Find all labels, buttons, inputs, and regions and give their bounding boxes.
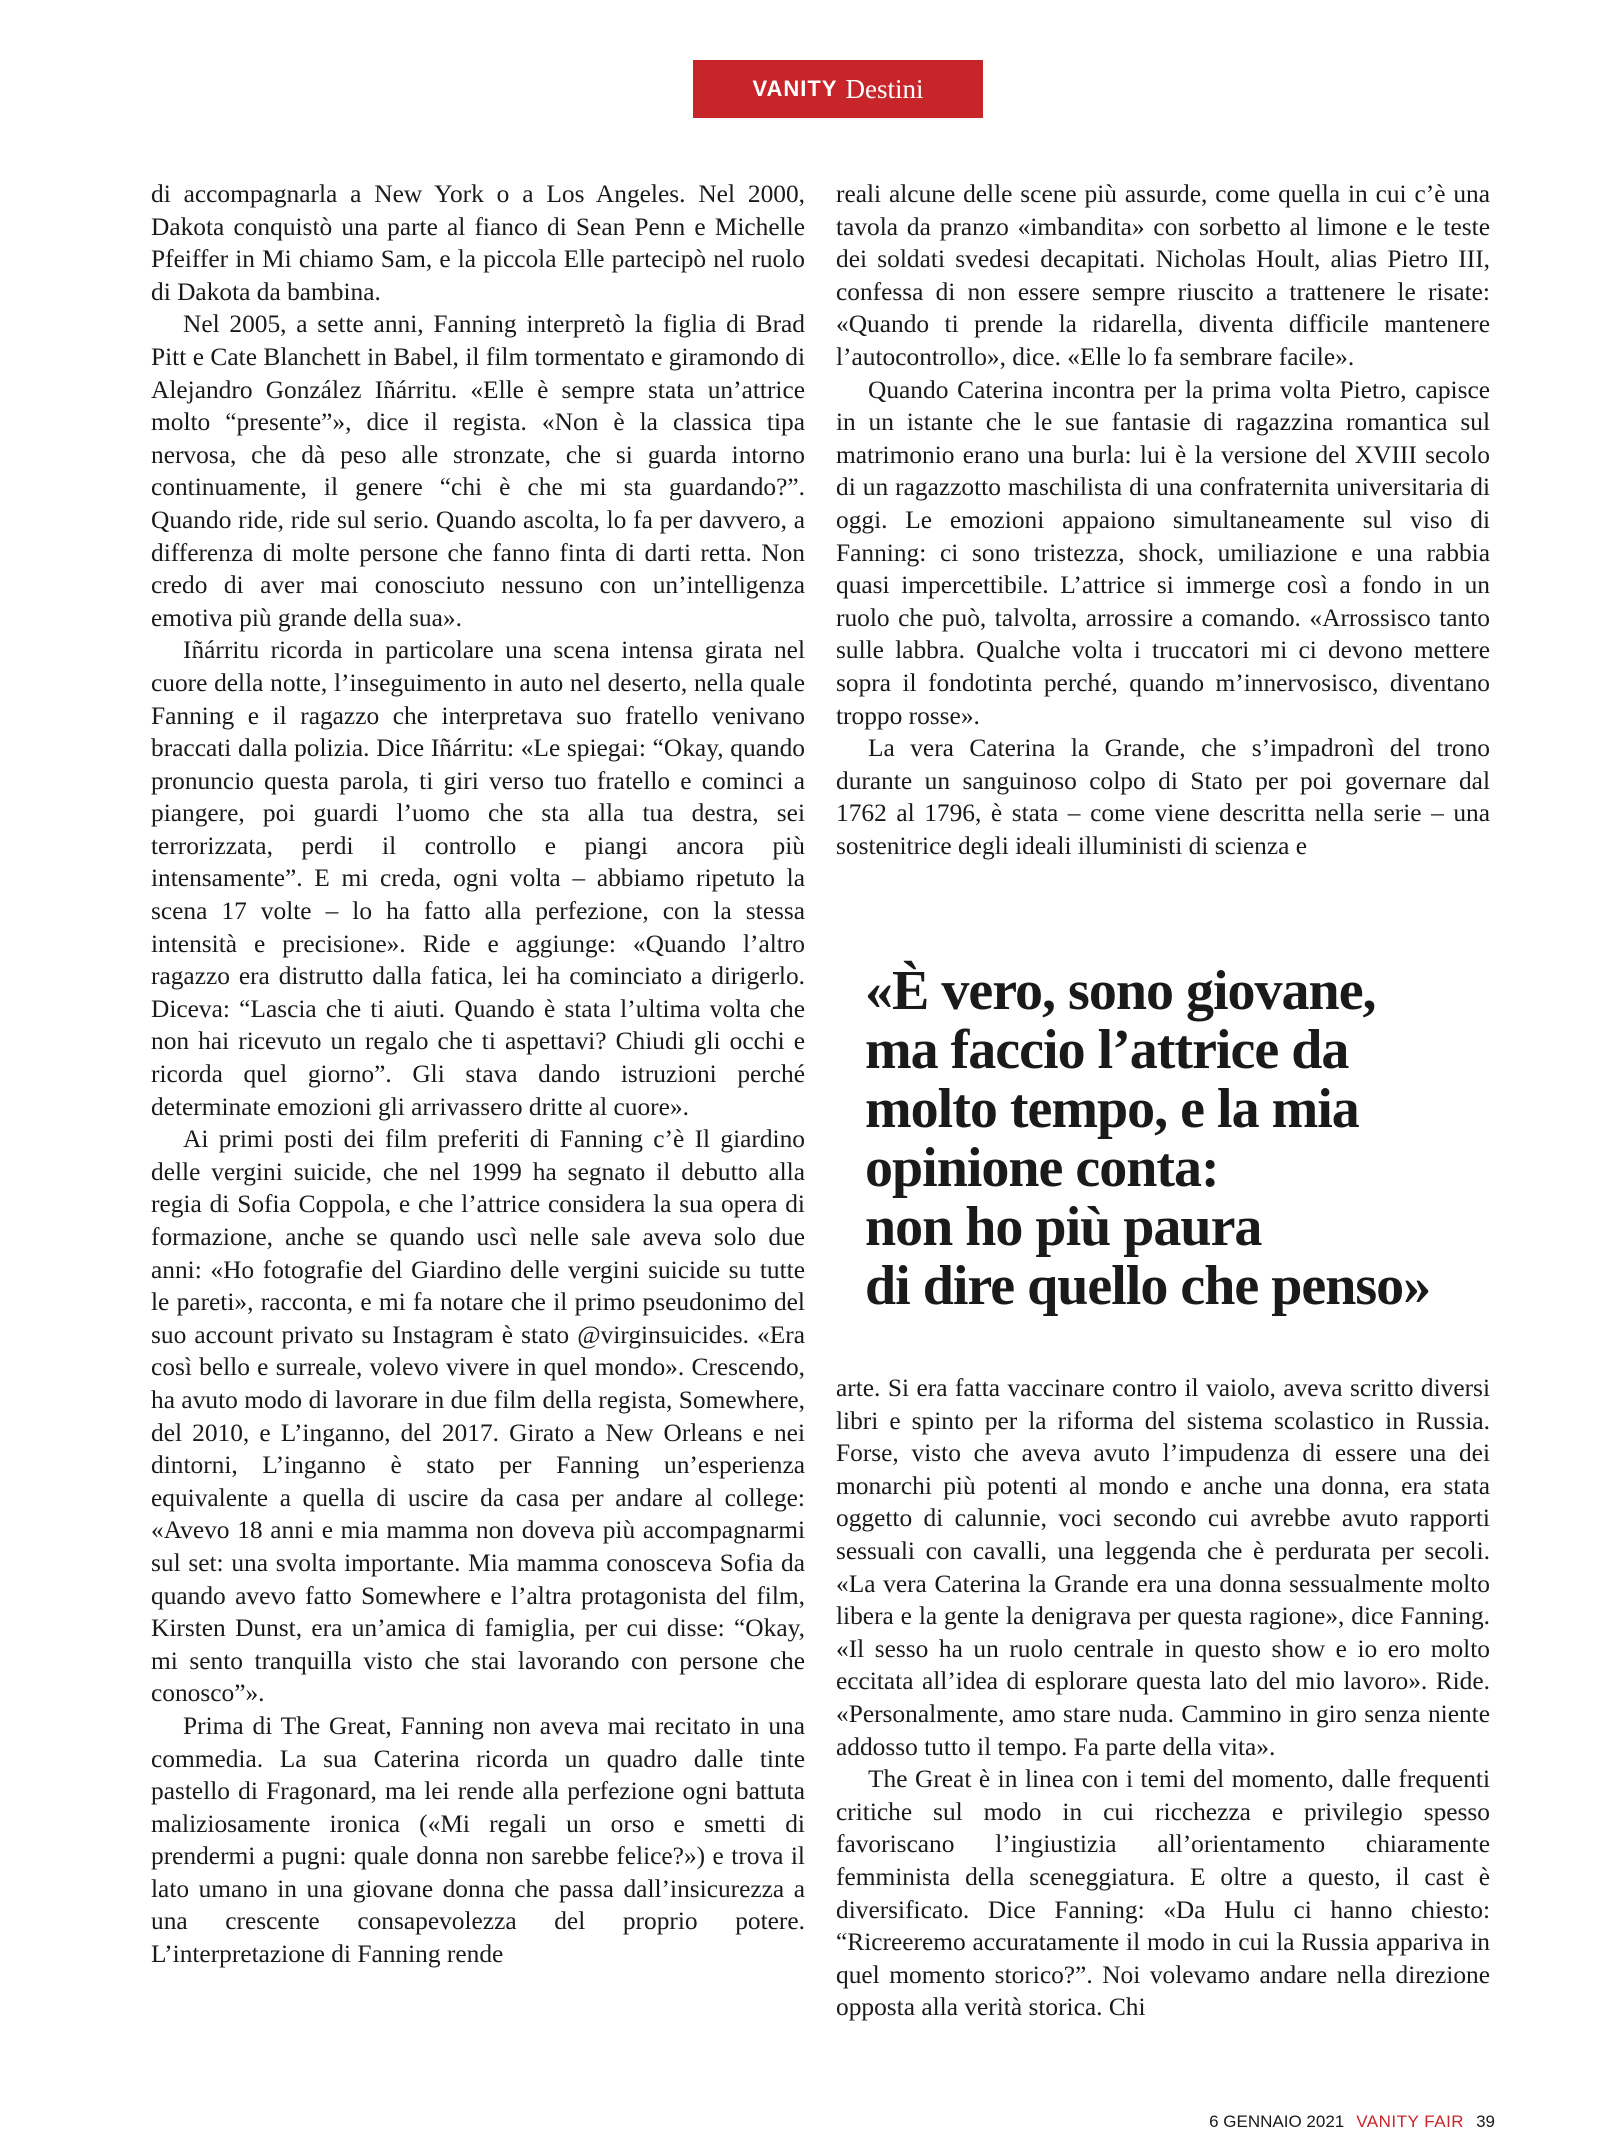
right-column-bottom [836,1372,1490,2024]
paragraph: The Great è in linea con i temi del momento, dalle frequenti critiche sul modo in cui ricchezza e privilegio spesso favoriscano l’ingiustizia all’orientamento chiaramente femminista della sceneggiatura. E oltre a questo, il cast è diversificato. Dice Fanning: «Da Hulu ci hanno chiesto: “Ricreeremo accuratamente il modo in cui la Russia appariva in quel momento storico?”. Noi volevamo andare nella direzione opposta alla verità storica. Chi [836,1765,1490,2022]
pull-quote-line: di dire quello che penso» [865,1255,1431,1317]
right-column-top [836,178,1490,862]
paragraph: Nel 2005, a sette anni, Fanning interpretò la figlia di Brad Pitt e Cate Blanchett in Babel, il film tormentato e giramondo di Alejandro González Iñárritu. «Elle è sempre stata un’attrice molto “presente”», dice il regista. «Non è la classica tipa nervosa, che dà peso alle stronzate, che si guarda intorno continuamente, il genere “chi è che mi sta guardando?”. Quando ride, ride sul serio. Quando ascolta, lo fa per davvero, a differenza di molte persone che fanno finta di darti retta. Non credo di aver mai conosciuto nessuno con un’intelligenza emotiva più grande della sua». [151,310,805,632]
page-footer [1209,2112,1495,2132]
pull-quote-line: ma faccio l’attrice da [865,1019,1349,1081]
pull-quote [865,962,1505,1316]
paragraph: Ai primi posti dei film preferiti di Fanning c’è Il giardino delle vergini suicide, che nel 1999 ha segnato il debutto alla regia di Sofia Coppola, e che l’attrice considera la sua opera di formazione, anche se quando uscì nelle sale aveva solo due anni: «Ho fotografie del Giardino delle vergini suicide su tutte le pareti», racconta, e mi fa notare che il primo pseudonimo del suo account privato su Instagram è stato @virginsuicides. «Era così bello e surreale, volevo vivere in quel mondo». Crescendo, ha avuto modo di lavorare in due film della regista, Somewhere, del 2010, e L’inganno, del 2017. Girato a New Orleans e nei dintorni, L’inganno è stato per Fanning un’esperienza equivalente a quella di uscire da casa per andare al college: «Avevo 18 anni e mia mamma non doveva più accompagnarmi sul set: una svolta importante. Mia mamma conosceva Sofia da quando avevo fatto Somewhere e l’altra protagonista del film, Kirsten Dunst, era un’amica di famiglia, per cui disse: “Okay, mi sento tranquilla visto che stai lavorando con persone che conosco”». [151,1125,805,1708]
paragraph: reali alcune delle scene più assurde, come quella in cui c’è una tavola da pranzo «imbandita» con sorbetto al limone e le teste dei soldati svedesi decapitati. Nicholas Hoult, alias Pietro III, confessa di non essere sempre riuscito a trattenere le risate: «Quando ti prende la ridarella, diventa difficile mantenere l’autocontrollo», dice. «Elle lo fa sembrare facile». [836,180,1490,371]
paragraph: Iñárritu ricorda in particolare una scena intensa girata nel cuore della notte, l’inseguimento in auto nel deserto, nella quale Fanning e il ragazzo che interpretava suo fratello venivano braccati dalla polizia. Dice Iñárritu: «Le spiegai: “Okay, quando pronuncio questa parola, ti giri verso tuo fratello e cominci a piangere, poi guardi l’uomo che sta alla tua destra, sei terrorizzata, perdi il controllo e piangi ancora più intensamente”. E mi creda, ogni volta – abbiamo ripetuto la scena 17 volte – lo ha fatto alla perfezione, con la stessa intensità e precisione». Ride e aggiunge: «Quando l’altro ragazzo era distrutto dalla fatica, lei ha cominciato a dirigerlo. Diceva: “Lascia che ti aiuti. Quando è stata l’ultima volta che non hai ricevuto un regalo che ti aspettavi? Chiudi gli occhi e ricorda quel giorno”. Gli stava dando istruzioni perché determinate emozioni gli arrivassero dritte al cuore». [151,636,805,1121]
section-header-tab [693,60,983,118]
paragraph: Quando Caterina incontra per la prima volta Pietro, capisce in un istante che le sue fantasie di ragazzina romantica sul matrimonio erano una burla: lui è la versione del XVIII secolo di un ragazzotto maschilista di una confraternita universitaria di oggi. Le emozioni appaiono simultaneamente sul viso di Fanning: ci sono tristezza, shock, umiliazione e una rabbia quasi impercettibile. L’attrice si immerge così a fondo in un ruolo che può, talvolta, arrossire a comando. «Arrossisco tanto sulle labbra. Qualche volta i truccatori mi ci devono mettere sopra il fondotinta perché, quando m’innervosisco, diventano troppo rosse». [836,375,1490,730]
paragraph: di accompagnarla a New York o a Los Angeles. Nel 2000, Dakota conquistò una parte al fianco di Sean Penn e Michelle Pfeiffer in Mi chiamo Sam, e la piccola Elle partecipò nel ruolo di Dakota da bambina. [151,180,805,306]
page-number: 39 [1476,2112,1495,2131]
paragraph: Prima di The Great, Fanning non aveva mai recitato in una commedia. La sua Caterina ricorda un quadro dalle tinte pastello di Fragonard, ma lei rende alla perfezione ogni battuta maliziosamente ironica («Mi regali un orso e smetti di prendermi a pugni: quale donna non sarebbe felice?») e trova il lato umano in una giovane donna che passa dall’insicurezza a una crescente consapevolezza del proprio potere. L’interpretazione di Fanning rende [151,1711,805,1969]
header-section: Destini [845,73,924,104]
paragraph: arte. Si era fatta vaccinare contro il vaiolo, aveva scritto diversi libri e spinto per la riforma del sistema scolastico in Russia. Forse, visto che aveva avuto l’impudenza di essere una dei monarchi più potenti al mondo e anche una donna, era stata oggetto di calunnie, voci secondo cui avrebbe avuto rapporti sessuali con cavalli, una leggenda che è perdurata per secoli. «La vera Caterina la Grande era una donna sessualmente molto libera e la gente la denigrava per questa ragione», dice Fanning. «Il sesso ha un ruolo centrale in questo show e io ero molto eccitata all’idea di esplorare questa lato del mio lavoro». Ride. «Personalmente, amo stare nuda. Cammino in giro senza niente addosso tutto il tempo. Fa parte della vita». [836,1374,1490,1761]
header-brand: VANITY [752,76,838,101]
pull-quote-line: «È vero, sono giovane, [865,960,1376,1022]
footer-date: 6 GENNAIO 2021 [1209,2112,1345,2131]
paragraph: La vera Caterina la Grande, che s’impadronì del trono durante un sanguinoso colpo di Stato per poi governare dal 1762 al 1796, è stata – come viene descritta nella serie – una sostenitrice degli ideali illuministi di scienza e [836,734,1490,860]
pull-quote-line: non ho più paura [865,1196,1262,1258]
left-column [151,178,805,1971]
pull-quote-line: molto tempo, e la mia [865,1078,1359,1140]
pull-quote-line: opinione conta: [865,1137,1219,1199]
footer-magazine: VANITY FAIR [1356,2112,1465,2131]
